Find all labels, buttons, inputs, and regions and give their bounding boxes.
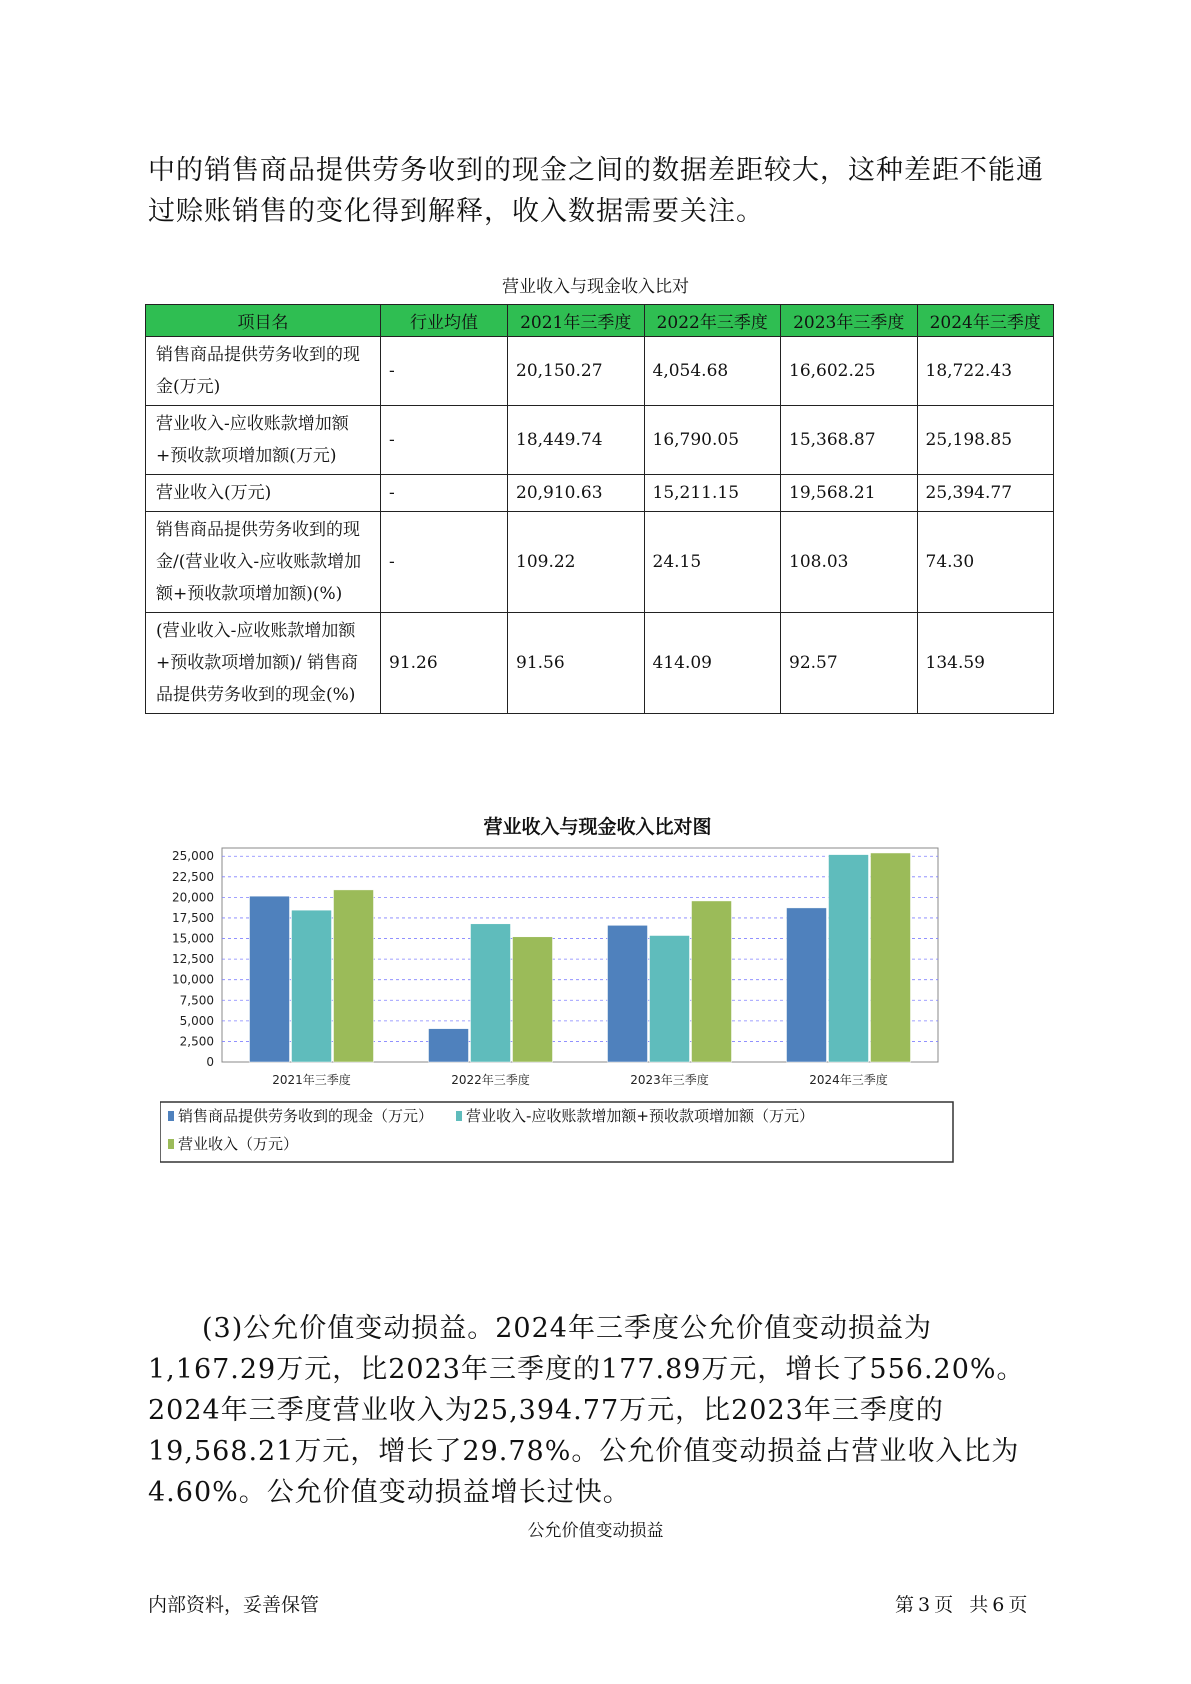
table-cell: 74.30: [917, 512, 1054, 613]
x-tick-label: 2021年三季度: [272, 1073, 351, 1087]
table-row: [146, 512, 1054, 613]
intro-paragraph: [148, 150, 1048, 232]
bar: [650, 936, 690, 1062]
revenue-cash-chart: [160, 812, 1035, 1262]
revenue-cash-table: [145, 304, 1054, 714]
table-cell: 92.57: [781, 613, 918, 714]
y-tick-label: 5,000: [179, 1013, 214, 1028]
table-cell: 91.26: [381, 613, 508, 714]
intro-line-1: 中的销售商品提供劳务收到的现金之间的数据差距较大，这种差距不能通: [148, 155, 1044, 186]
table-cell: 20,910.63: [508, 475, 645, 512]
table-cell: 108.03: [781, 512, 918, 613]
fair-value-table-caption: 公允价值变动损益: [527, 1521, 664, 1541]
table-cell: -: [381, 406, 508, 475]
page-total: 6: [992, 1594, 1005, 1616]
legend-label: 销售商品提供劳务收到的现金（万元）: [178, 1107, 434, 1125]
y-tick-label: 2,500: [179, 1034, 214, 1049]
intro-line-2: 过赊账销售的变化得到解释，收入数据需要关注。: [148, 196, 764, 227]
bar: [829, 855, 869, 1062]
table-cell: 25,198.85: [917, 406, 1054, 475]
row-label: 营业收入-应收账款增加额+预收款项增加额(万元): [146, 406, 381, 475]
table-cell: 16,602.25: [781, 337, 918, 406]
table-row: [146, 406, 1054, 475]
bar: [787, 908, 827, 1062]
table-row: [146, 337, 1054, 406]
y-tick-label: 7,500: [179, 993, 214, 1008]
header-item-name: 项目名: [146, 305, 381, 337]
bar: [692, 901, 732, 1062]
legend-swatch: [168, 1139, 174, 1149]
x-tick-label: 2023年三季度: [630, 1073, 709, 1087]
footer-page-number: [893, 1590, 1029, 1617]
bar: [250, 896, 290, 1062]
y-tick-label: 10,000: [172, 972, 214, 987]
bar: [334, 890, 374, 1062]
table-cell: 18,449.74: [508, 406, 645, 475]
table-cell: 15,211.15: [644, 475, 781, 512]
y-tick-label: 22,500: [172, 869, 214, 884]
table-cell: 91.56: [508, 613, 645, 714]
header-industry-avg: 行业均值: [381, 305, 508, 337]
table-cell: -: [381, 512, 508, 613]
table-row: [146, 475, 1054, 512]
page-prefix: 第: [895, 1594, 915, 1616]
table-cell: -: [381, 337, 508, 406]
legend-label: 营业收入-应收账款增加额+预收款项增加额（万元）: [466, 1107, 814, 1125]
total-suffix: 页: [1008, 1594, 1028, 1616]
table-cell: 15,368.87: [781, 406, 918, 475]
legend-swatch: [168, 1111, 174, 1121]
bar: [871, 853, 911, 1062]
table-row: [146, 613, 1054, 714]
bar: [608, 925, 648, 1062]
row-label: 营业收入(万元): [146, 475, 381, 512]
table-cell: 109.22: [508, 512, 645, 613]
y-tick-label: 15,000: [172, 931, 214, 946]
header-2023q3: 2023年三季度: [781, 305, 918, 337]
legend-swatch: [456, 1111, 462, 1121]
table-cell: 20,150.27: [508, 337, 645, 406]
footer-confidential: 内部资料，妥善保管: [148, 1594, 320, 1616]
bar: [429, 1029, 469, 1062]
row-label: 销售商品提供劳务收到的现金(万元): [146, 337, 381, 406]
header-2021q3: 2021年三季度: [508, 305, 645, 337]
row-label: 销售商品提供劳务收到的现金/(营业收入-应收账款增加额+预收款项增加额)(%): [146, 512, 381, 613]
y-tick-label: 0: [206, 1055, 214, 1069]
fair-value-paragraph: (3)公允价值变动损益。2024年三季度公允价值变动损益为1,167.29万元，比2023年三季度的177.89万元，增长了556.20%。2024年三季度营业收入为25,394.77万元，比2023年三季度的19,568.21万元，增长了29.78%。公允价值变动损益占营业收入比为4.60%。公允价值变动损益增长过快。: [148, 1313, 1025, 1508]
y-tick-label: 20,000: [172, 890, 214, 905]
table-caption: 营业收入与现金收入比对: [502, 277, 689, 297]
table-cell: 134.59: [917, 613, 1054, 714]
table-cell: -: [381, 475, 508, 512]
bar: [471, 924, 511, 1062]
y-tick-label: 17,500: [172, 910, 214, 925]
legend-label: 营业收入（万元）: [178, 1135, 299, 1153]
header-2024q3: 2024年三季度: [917, 305, 1054, 337]
y-tick-label: 25,000: [172, 849, 214, 864]
y-tick-label: 12,500: [172, 952, 214, 967]
header-2022q3: 2022年三季度: [644, 305, 781, 337]
bar: [292, 910, 332, 1062]
x-tick-label: 2022年三季度: [451, 1073, 530, 1087]
table-cell: 24.15: [644, 512, 781, 613]
chart-svg: [160, 812, 1035, 1262]
row-label: (营业收入-应收账款增加额+预收款项增加额)/ 销售商品提供劳务收到的现金(%): [146, 613, 381, 714]
table-header-row: [146, 305, 1054, 337]
total-prefix: 共: [969, 1594, 989, 1616]
table-cell: 16,790.05: [644, 406, 781, 475]
table-cell: 414.09: [644, 613, 781, 714]
table-cell: 25,394.77: [917, 475, 1054, 512]
x-tick-label: 2024年三季度: [809, 1073, 888, 1087]
bar: [513, 937, 553, 1062]
table-cell: 19,568.21: [781, 475, 918, 512]
chart-title: 营业收入与现金收入比对图: [483, 816, 712, 838]
page-current: 3: [918, 1594, 931, 1616]
table-cell: 18,722.43: [917, 337, 1054, 406]
page-suffix: 页: [934, 1594, 954, 1616]
table-cell: 4,054.68: [644, 337, 781, 406]
